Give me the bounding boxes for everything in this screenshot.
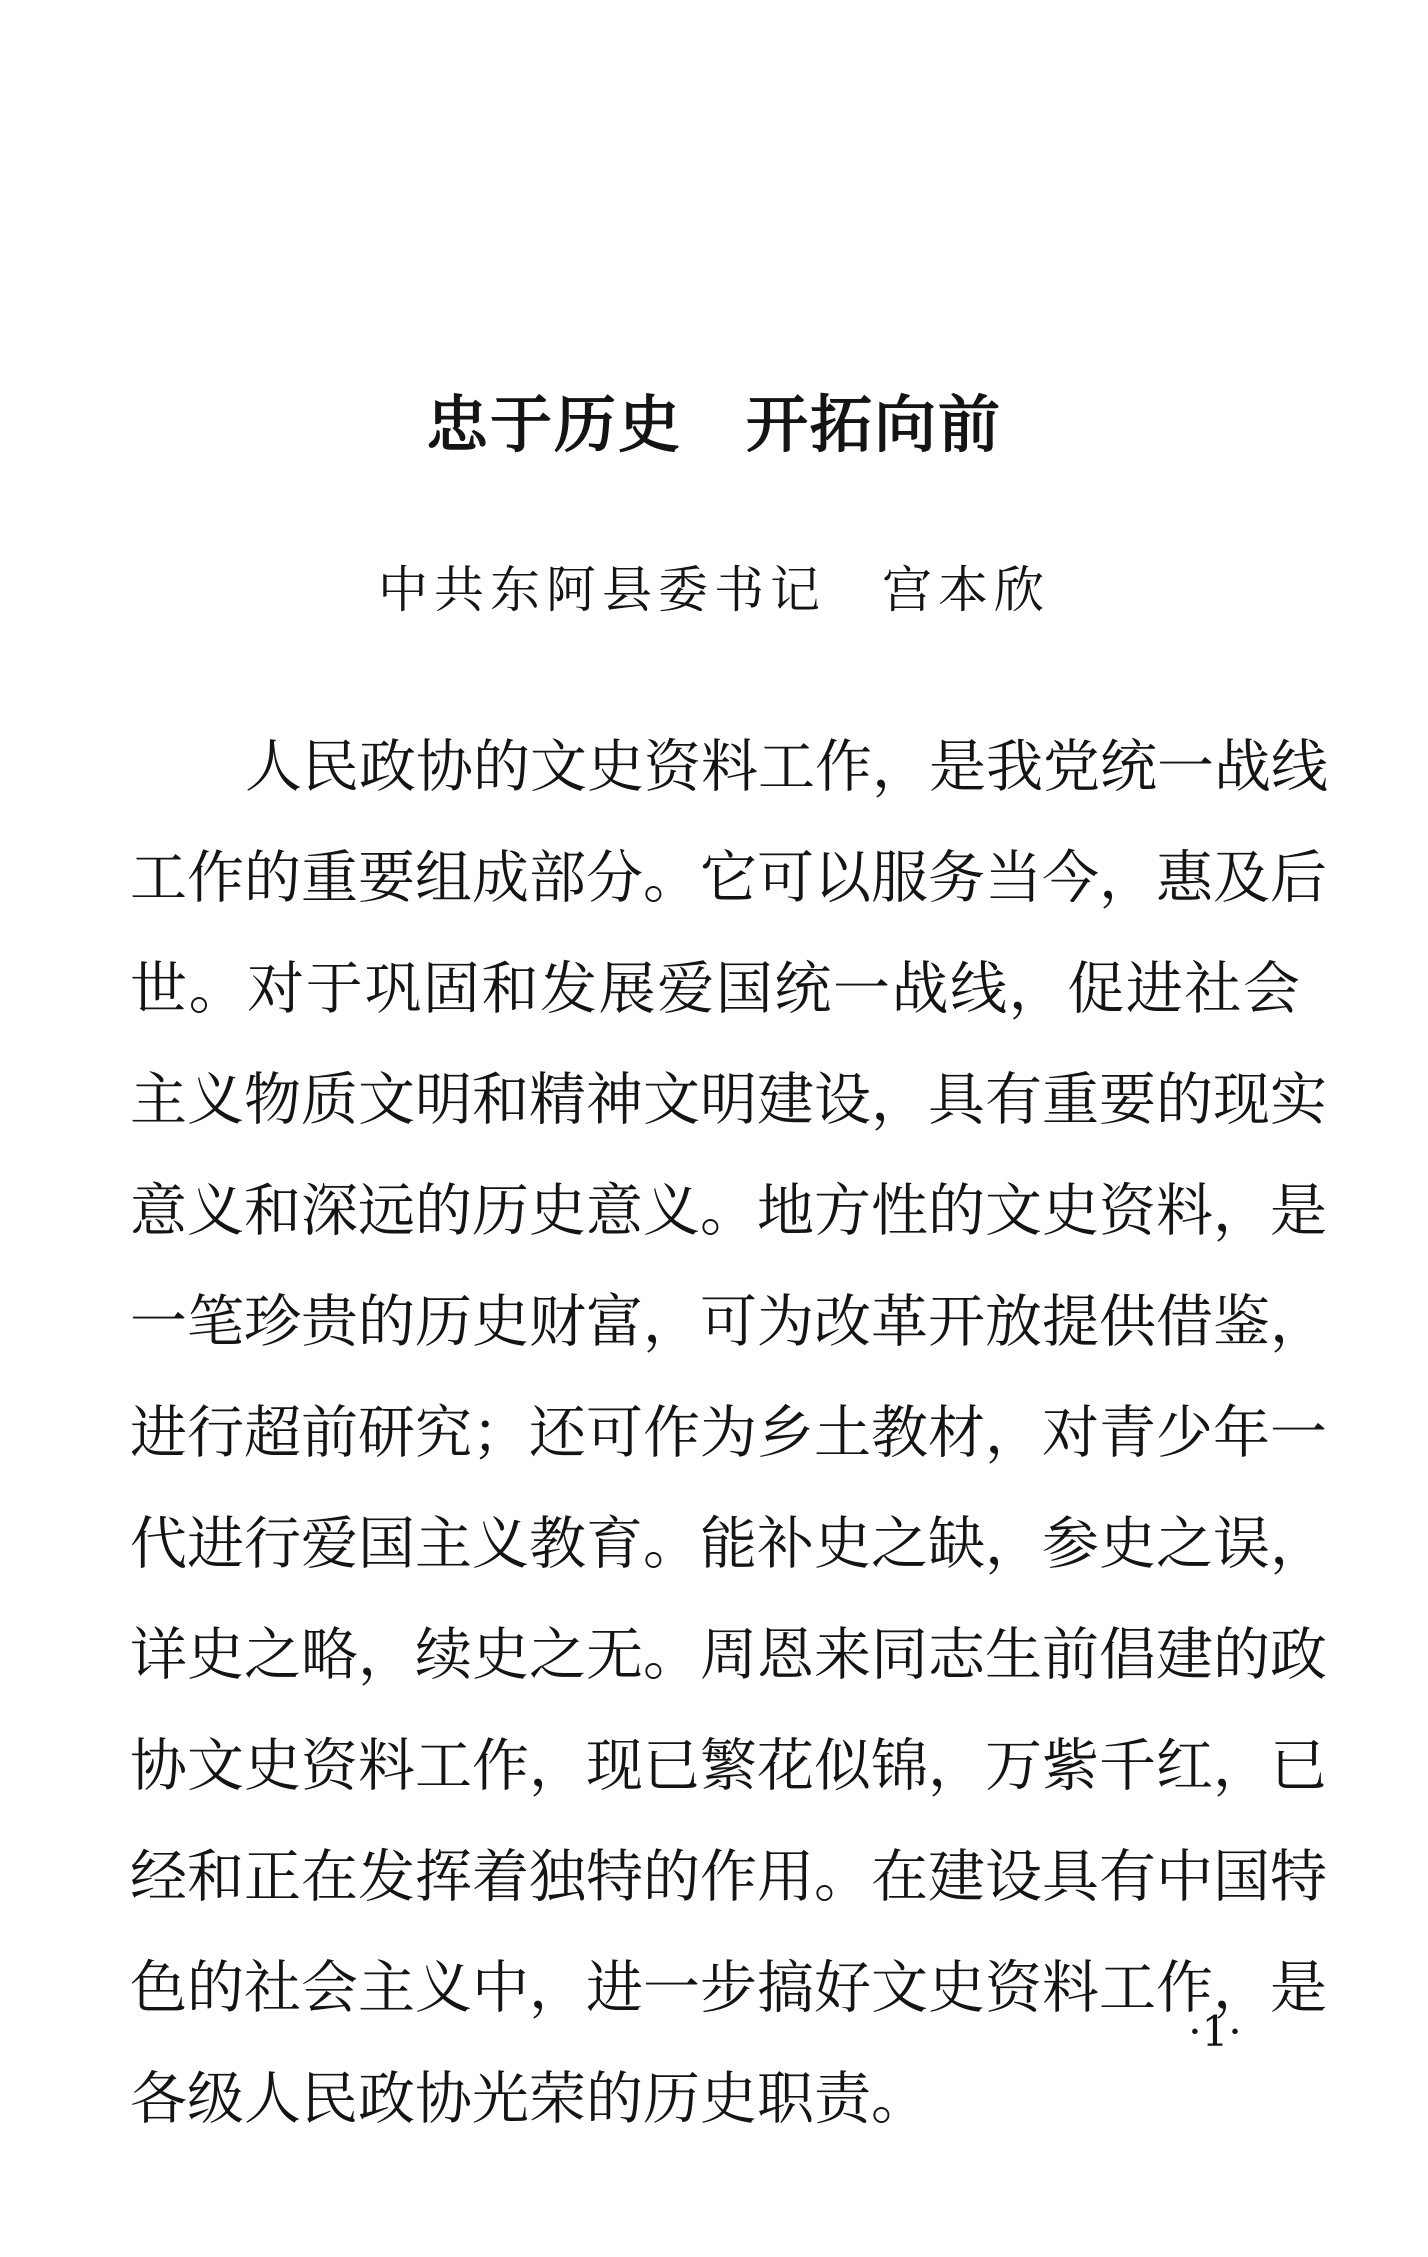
page-number: ·1·	[1188, 2007, 1242, 2056]
body-line: 意义和深远的历史意义。地方性的文史资料，是	[130, 1178, 1327, 1244]
body-line: 世。对于巩固和发展爱国统一战线，促进社会	[130, 956, 1300, 1022]
article-title: 忠于历史 开拓向前	[425, 388, 1002, 461]
body-line: 一笔珍贵的历史财富，可为改革开放提供借鉴，	[130, 1289, 1327, 1355]
body-line: 协文史资料工作，现已繁花似锦，万紫千红，已	[130, 1733, 1327, 1799]
body-line: 色的社会主义中，进一步搞好文史资料工作，是	[130, 1955, 1327, 2021]
body-line: 工作的重要组成部分。它可以服务当今，惠及后	[130, 845, 1327, 911]
body-line: 进行超前研究；还可作为乡土教材，对青少年一	[130, 1400, 1327, 1466]
body-line: 人民政协的文史资料工作，是我党统一战线	[245, 734, 1328, 800]
author-byline: 中共东阿县委书记 宫本欣	[378, 561, 1050, 619]
body-line: 经和正在发挥着独特的作用。在建设具有中国特	[130, 1844, 1327, 1910]
body-line: 主义物质文明和精神文明建设，具有重要的现实	[130, 1067, 1327, 1133]
body-line: 代进行爱国主义教育。能补史之缺，参史之误，	[130, 1511, 1327, 1577]
body-line: 各级人民政协光荣的历史职责。	[130, 2066, 928, 2132]
body-line: 详史之略，续史之无。周恩来同志生前倡建的政	[130, 1622, 1327, 1688]
